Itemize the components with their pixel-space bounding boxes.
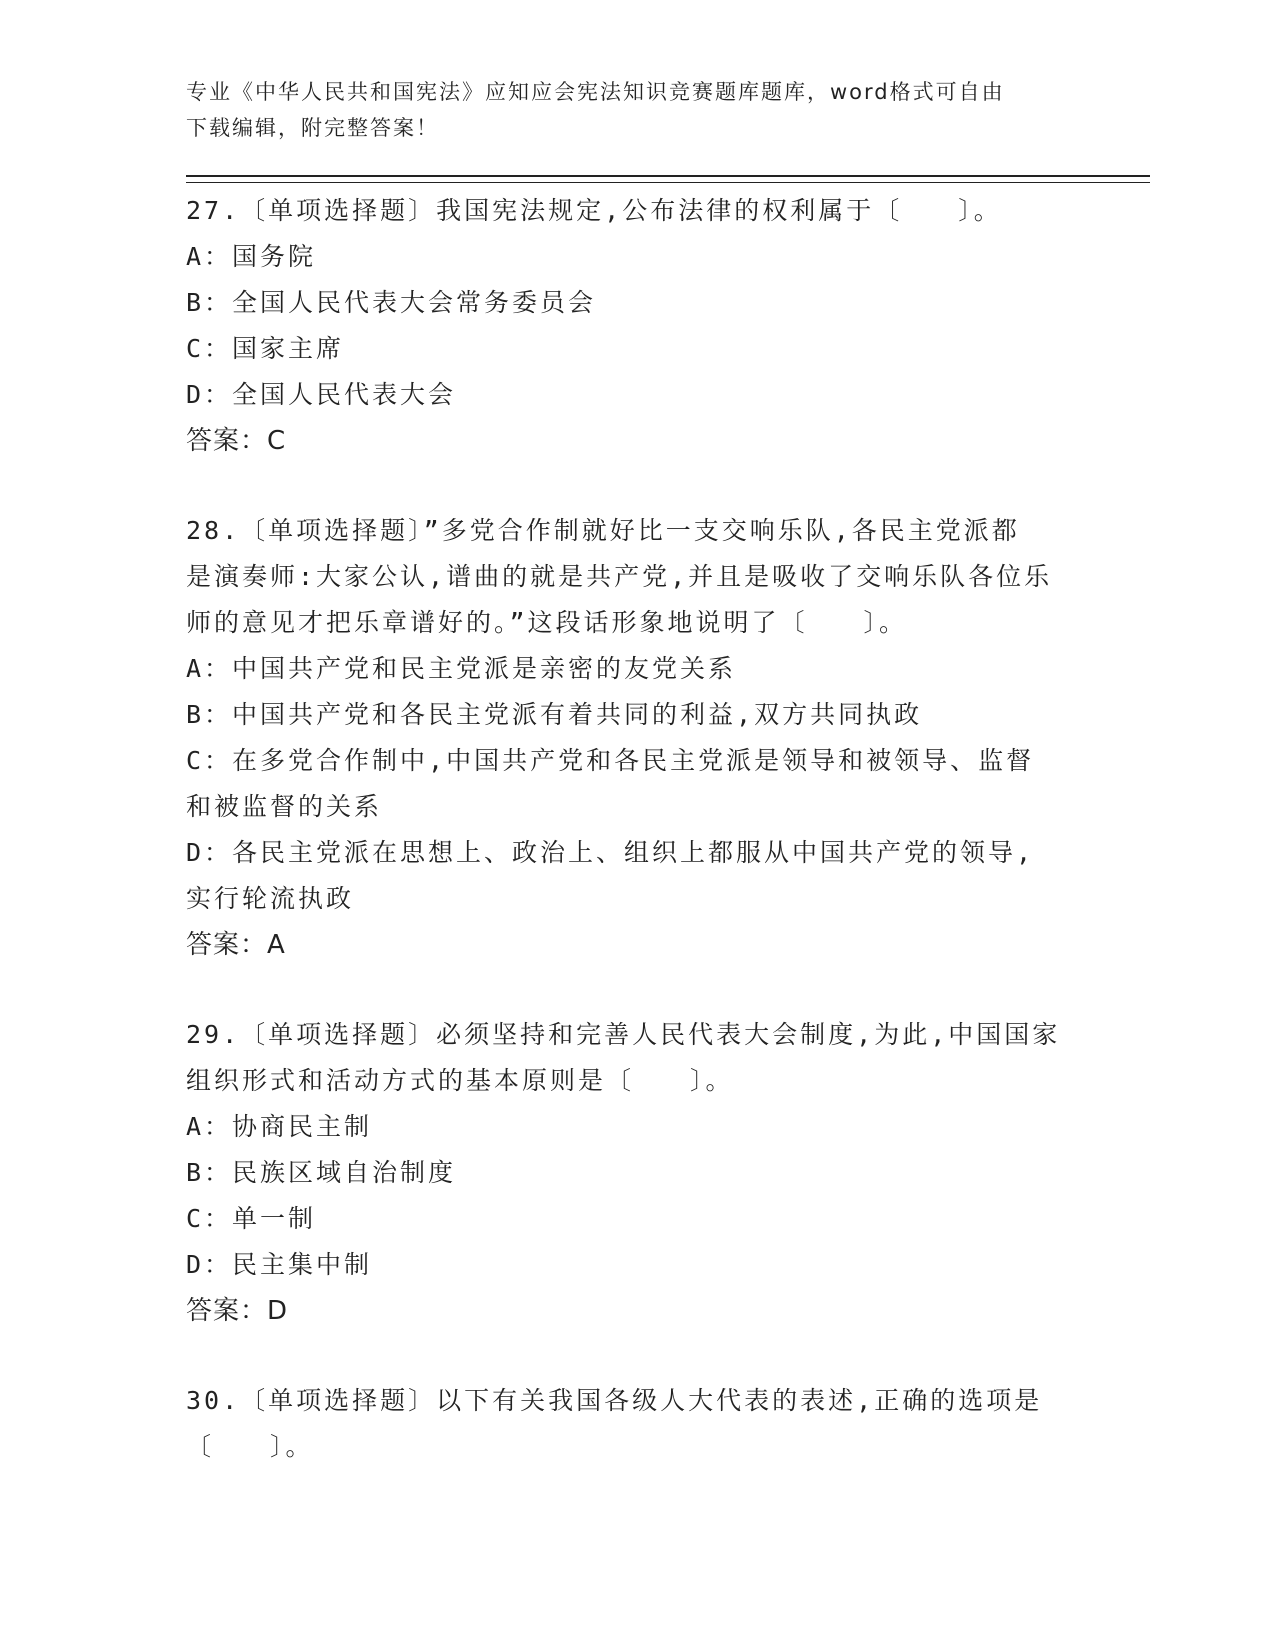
option-a: A：国务院 xyxy=(186,242,317,271)
option-d: D：各民主党派在思想上、政治上、组织上都服从中国共产党的领导, xyxy=(186,838,1035,867)
question-30 xyxy=(186,1378,1086,1470)
option-d: D：全国人民代表大会 xyxy=(186,380,457,409)
question-27 xyxy=(186,188,1086,464)
option-b: B：全国人民代表大会常务委员会 xyxy=(186,288,597,317)
question-spacer xyxy=(186,464,1086,508)
question-28 xyxy=(186,508,1086,968)
question-stem-line: 27.〔单项选择题〕我国宪法规定,公布法律的权利属于〔 〕。 xyxy=(186,196,1002,225)
answer-line: 答案：C xyxy=(186,426,287,456)
header-line-1: 专业《中华人民共和国宪法》应知应会宪法知识竞赛题库题库，word格式可自由 xyxy=(186,80,1005,104)
document-header xyxy=(186,74,1086,146)
question-stem-line: 30.〔单项选择题〕以下有关我国各级人大代表的表述,正确的选项是 xyxy=(186,1386,1043,1415)
question-29 xyxy=(186,1012,1086,1334)
question-stem-line: 〔 〕。 xyxy=(186,1432,314,1461)
question-stem-line: 29.〔单项选择题〕必须坚持和完善人民代表大会制度,为此,中国国家 xyxy=(186,1020,1061,1049)
header-line-2: 下载编辑，附完整答案！ xyxy=(186,116,439,140)
option-c: C：国家主席 xyxy=(186,334,345,363)
answer-line: 答案：A xyxy=(186,930,286,960)
answer-line: 答案：D xyxy=(186,1296,289,1326)
option-d-continued: 实行轮流执政 xyxy=(186,884,355,913)
option-c: C：在多党合作制中,中国共产党和各民主党派是领导和被领导、监督 xyxy=(186,746,1035,775)
question-stem-line: 28.〔单项选择题〕”多党合作制就好比一支交响乐队,各民主党派都 xyxy=(186,516,1020,545)
option-b: B：民族区域自治制度 xyxy=(186,1158,457,1187)
question-list xyxy=(186,188,1086,1470)
question-stem-line: 师的意见才把乐章谱好的。”这段话形象地说明了〔 〕。 xyxy=(186,608,908,637)
option-b: B：中国共产党和各民主党派有着共同的利益,双方共同执政 xyxy=(186,700,923,729)
question-spacer xyxy=(186,1334,1086,1378)
header-divider-thin xyxy=(186,182,1150,183)
header-divider-thick xyxy=(186,175,1150,177)
option-c: C：单一制 xyxy=(186,1204,317,1233)
question-spacer xyxy=(186,968,1086,1012)
option-c-continued: 和被监督的关系 xyxy=(186,792,383,821)
option-a: A：中国共产党和民主党派是亲密的友党关系 xyxy=(186,654,737,683)
question-stem-line: 组织形式和活动方式的基本原则是〔 〕。 xyxy=(186,1066,734,1095)
question-stem-line: 是演奏师:大家公认,谱曲的就是共产党,并且是吸收了交响乐队各位乐 xyxy=(186,562,1053,591)
option-a: A：协商民主制 xyxy=(186,1112,373,1141)
option-d: D：民主集中制 xyxy=(186,1250,373,1279)
